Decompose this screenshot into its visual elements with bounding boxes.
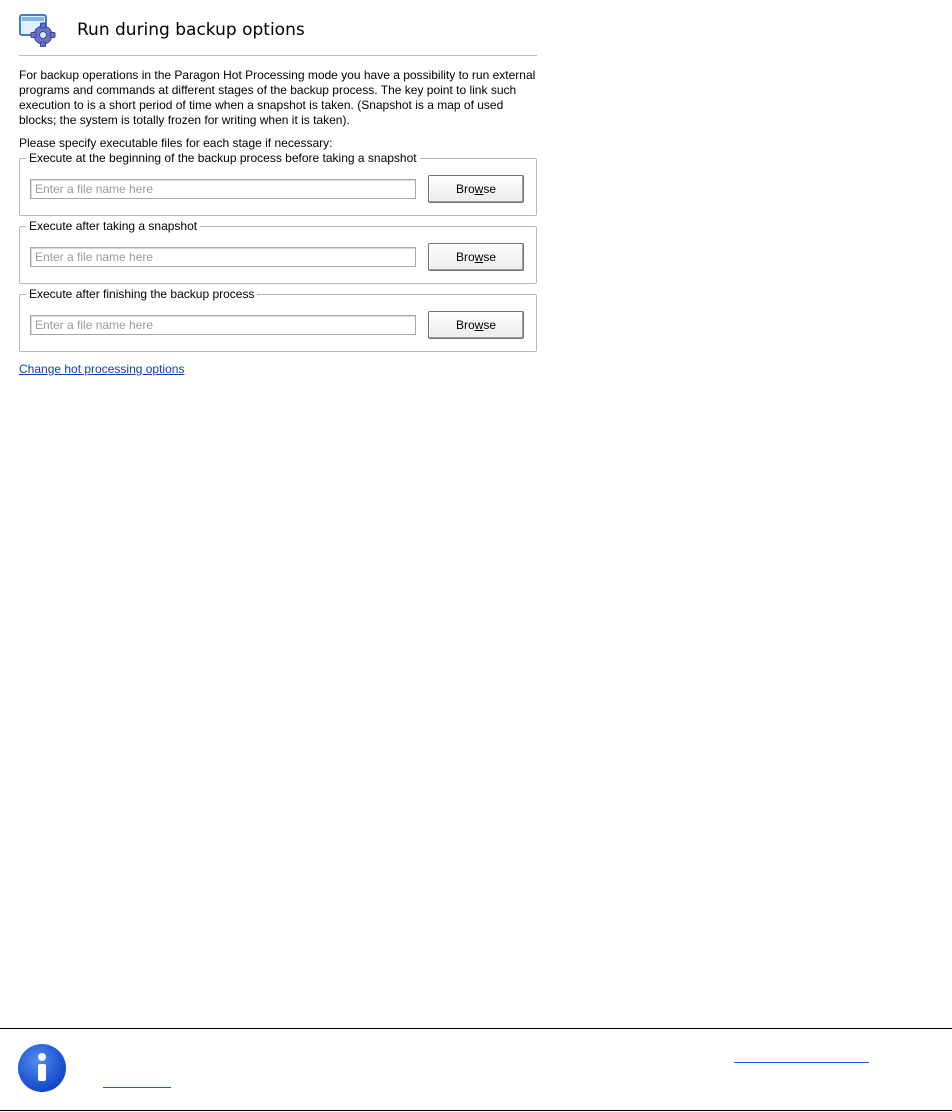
stage-before-snapshot: [19, 151, 537, 216]
change-hot-processing-link[interactable]: Change hot processing options: [19, 362, 185, 376]
stage-after-snapshot: [19, 219, 537, 284]
stage-after-backup: [19, 287, 537, 352]
file-name-input[interactable]: [30, 315, 416, 335]
info-icon: [17, 1043, 67, 1093]
instruction-text: Please specify executable files for each stage if necessary:: [19, 136, 333, 150]
settings-gear-icon: [19, 13, 59, 47]
note-bar: [0, 1028, 952, 1111]
browse-button[interactable]: Browse: [428, 243, 524, 271]
note-link[interactable]: [734, 1042, 869, 1063]
stage-groups: [19, 151, 537, 352]
note-link[interactable]: [103, 1067, 171, 1088]
options-panel: [19, 12, 537, 376]
browse-button[interactable]: Browse: [428, 311, 524, 339]
page-title: Run during backup options: [77, 20, 305, 40]
file-name-input[interactable]: [30, 247, 416, 267]
stage-legend: Execute after taking a snapshot: [26, 219, 200, 233]
file-name-input[interactable]: [30, 179, 416, 199]
stage-legend: Execute after finishing the backup process: [26, 287, 257, 301]
stage-legend: Execute at the beginning of the backup process before taking a snapshot: [26, 151, 420, 165]
description-text: For backup operations in the Paragon Hot Processing mode you have a possibility to run external programs and commands at different stages of the backup process. The key point to link such execution to is a short period of time when a snapshot is taken. (Snapshot is a map of used blocks; the system is totally frozen for writing when it is taken).: [19, 68, 536, 127]
page-header: [19, 12, 537, 48]
title-divider: [19, 55, 537, 56]
browse-button[interactable]: Browse: [428, 175, 524, 203]
